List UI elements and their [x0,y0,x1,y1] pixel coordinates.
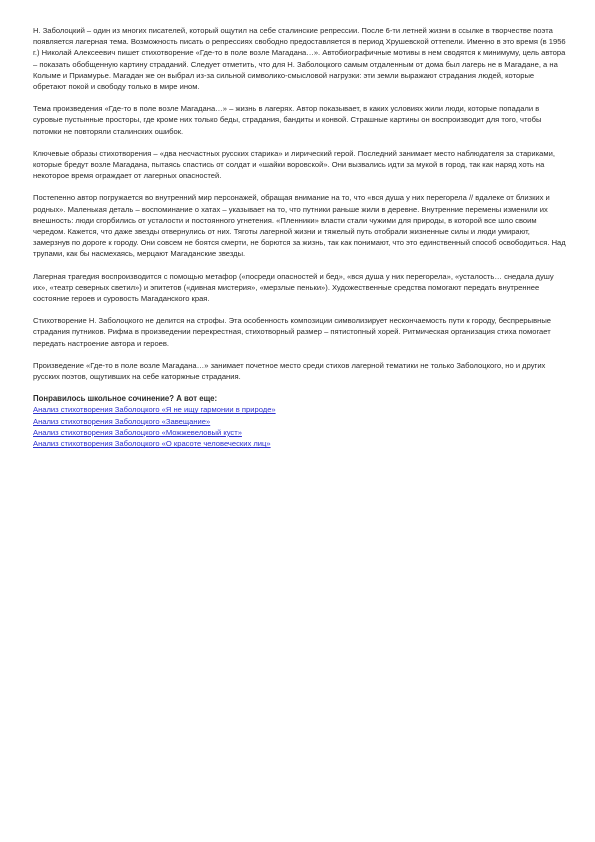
paragraph-inner-world: Постепенно автор погружается во внутренний мир персонажей, обращая внимание на то, что «вся душа у них перегорела // вдалеке от близких и родных». Маленькая деталь – воспоминание о хатах – указывает на то, что путники раньше жили в деревне. Внутренние перемены изменили их внешность: люди сгорбились от усталости и постоянного угнетения. «Пленники» власти стали чужими для природы, в которой все шло своим чередом. Кажется, что даже звезды отвернулись от них. Тяготы лагерной жизни и тяжелый путь отобрали жизненные силы и люди умирают, замерзнув по дороге к городу. Они совсем не боятся смерти, не борются за жизнь, так как понимают, что это единственный способ освободиться. Над трупами, как бы насмехаясь, мерцают Магаданские звезды. [33,193,566,259]
paragraph-composition: Стихотворение Н. Заболоцкого не делится на строфы. Эта особенность композиции символизирует нескончаемость пути к городу, беспрерывные страдания путников. Рифма в произведении перекрестная, стихотворный размер – пятистопный хорей. Ритмическая организация стиха помогает передать настроение автора и героев. [33,316,552,348]
related-heading: Понравилось школьное сочинение? А вот еще: [33,394,218,404]
link-juniper-analysis[interactable]: Анализ стихотворения Заболоцкого «Можжевеловый куст» [33,427,242,437]
link-faces-analysis[interactable]: Анализ стихотворения Заболоцкого «О красоте человеческих лиц» [33,439,271,449]
related-link-item [33,416,566,427]
related-link-item [33,404,566,415]
document-page [33,25,566,449]
related-link-item [33,438,566,449]
link-testament-analysis[interactable]: Анализ стихотворения Заболоцкого «Завещание» [33,416,211,426]
paragraph-theme: Тема произведения «Где-то в поле возле Магадана…» – жизнь в лагерях. Автор показывает, в каких условиях жили люди, которые попадали в суровые пустынные просторы, где кроме них только беды, страдания, бандиты и конвой. Страшные картины он воспроизводит для того, чтобы потомки не повторяли сталинских ошибок. [33,104,542,136]
related-essays [33,393,566,449]
related-links-list [33,404,566,449]
related-link-item [33,427,566,438]
paragraph-images: Ключевые образы стихотворения – «два несчастных русских старика» и лирический герой. Последний занимает место наблюдателя за стариками, которые бредут возле Магадана, пытаясь спастись от солдат и «шайки воровской». Они вызвались идти за мукой в город, так как наряд хоть на некоторое время ограждает от лагерных опасностей. [33,148,555,181]
link-harmony-analysis[interactable]: Анализ стихотворения Заболоцкого «Я не ищу гармонии в природе» [33,405,276,415]
paragraph-conclusion: Произведение «Где-то в поле возле Магадана…» занимает почетное место среди стихов лагерной тематики не только Заболоцкого, но и других русских поэтов, ощутивших на себе каторжные страдания. [33,360,546,382]
paragraph-tropes: Лагерная трагедия воспроизводится с помощью метафор («посреди опасностей и бед», «вся душа у них перегорела», «усталость… снедала душу их», «театр северных светил») и эпитетов («дивная мистерия», «мерзлые пеньки»). Художественные средства помогают передать внутреннее состояние героев и суровость Магаданского края. [33,271,554,304]
paragraph-intro: Н. Заболоцкий – один из многих писателей, который ощутил на себе сталинские репрессии. После 6-ти летней жизни в ссылке в творчестве поэта появляется лагерная тема. Возможность писать о репрессиях свободно предоставляется в период Хрушевской оттепели. Именно в это время (в 1956 г.) Николай Алексеевич пишет стихотворение «Где-то в поле возле Магадана…». Автобиографичные мотивы в нем сводятся к минимуму, цель автора – показать обобщенную картину страданий. Следует отметить, что для Н. Заболоцкого самым отдаленным от дома был лагерь не в Магадане, а на Колыме и Приамурье. Магадан же он выбрал из-за сильной символико-смысловой нагрузки: эти земли выражают страдания людей, которые обретают покой и свободу только в мире ином. [33,26,566,92]
